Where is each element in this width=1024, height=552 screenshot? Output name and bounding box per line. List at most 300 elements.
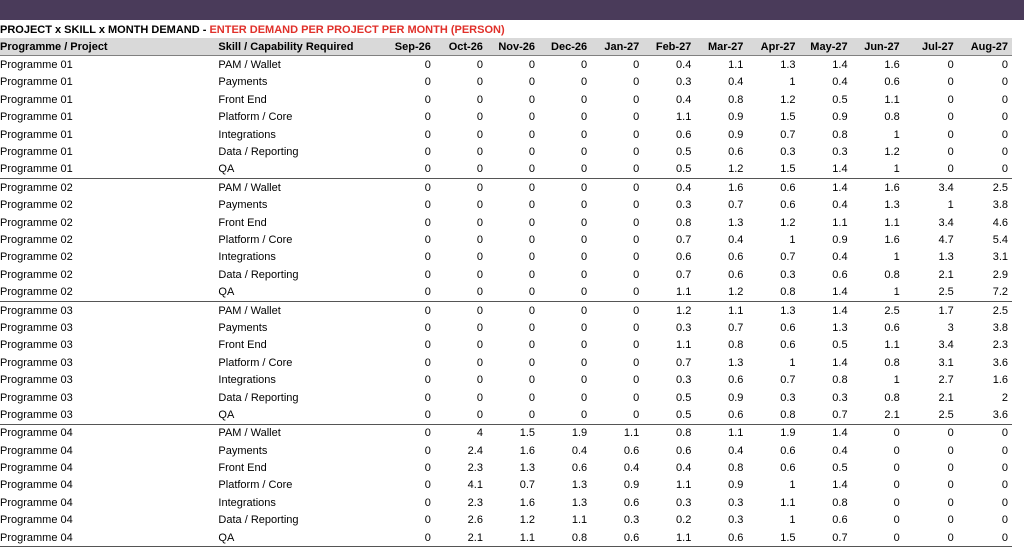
demand-cell[interactable]: 1.6 xyxy=(884,233,900,246)
demand-cell[interactable]: 0 xyxy=(476,199,483,212)
demand-cell[interactable]: 0 xyxy=(424,321,431,334)
demand-cell[interactable]: 0.9 xyxy=(832,233,848,246)
demand-cell[interactable]: 0 xyxy=(947,128,954,141)
demand-cell[interactable]: 0 xyxy=(424,268,431,281)
demand-cell[interactable]: 1.3 xyxy=(571,496,588,509)
demand-cell[interactable]: 0 xyxy=(375,283,435,301)
demand-cell[interactable]: 0.4 xyxy=(676,462,692,475)
demand-cell[interactable]: 1 xyxy=(893,128,900,141)
demand-cell[interactable]: 1.6 xyxy=(884,59,900,72)
demand-cell[interactable]: 2 xyxy=(1001,391,1008,404)
skill-cell[interactable]: Front End xyxy=(218,462,267,475)
demand-cell[interactable]: 0.4 xyxy=(728,233,744,246)
skill-cell[interactable]: Integrations xyxy=(218,251,276,264)
demand-cell[interactable]: 0 xyxy=(539,161,591,179)
demand-cell[interactable]: 0 xyxy=(893,427,900,440)
header-month[interactable]: Sep-26 xyxy=(375,38,435,56)
demand-cell[interactable]: 0.8 xyxy=(676,216,692,229)
demand-cell[interactable]: 0 xyxy=(424,146,431,159)
demand-cell[interactable]: 0 xyxy=(424,93,431,106)
demand-cell[interactable]: 0 xyxy=(528,233,536,246)
demand-cell[interactable]: 2.4 xyxy=(467,444,483,457)
demand-cell[interactable]: 0 xyxy=(476,374,483,387)
skill-cell[interactable]: Platform / Core xyxy=(218,479,293,492)
demand-cell[interactable]: 0.6 xyxy=(780,444,796,457)
demand-cell[interactable]: 1.1 xyxy=(643,529,695,547)
demand-cell[interactable]: 0.3 xyxy=(676,199,692,212)
demand-cell[interactable]: 0 xyxy=(591,161,643,179)
demand-cell[interactable]: 0.6 xyxy=(728,374,744,387)
demand-cell[interactable]: 0 xyxy=(476,216,483,229)
demand-cell[interactable]: 1.5 xyxy=(747,161,799,179)
demand-cell[interactable]: 0.5 xyxy=(832,339,848,352)
demand-cell[interactable]: 0 xyxy=(1001,146,1008,159)
demand-cell[interactable]: 0.4 xyxy=(676,181,692,194)
demand-cell[interactable]: 0.8 xyxy=(832,496,848,509)
demand-cell[interactable]: 0.3 xyxy=(623,514,640,527)
demand-cell[interactable]: 0.4 xyxy=(728,76,744,89)
skill-cell[interactable]: Front End xyxy=(218,339,267,352)
demand-cell[interactable]: 3.1 xyxy=(992,251,1008,264)
demand-cell[interactable]: 3.4 xyxy=(938,339,954,352)
demand-cell[interactable]: 0 xyxy=(633,321,640,334)
header-month[interactable]: Jun-27 xyxy=(852,38,904,56)
demand-cell[interactable]: 1.1 xyxy=(623,427,640,440)
skill-cell[interactable]: Integrations xyxy=(218,128,276,141)
demand-cell[interactable]: 0 xyxy=(1001,496,1008,509)
demand-cell[interactable]: 0 xyxy=(958,161,1012,179)
demand-cell[interactable]: 1.3 xyxy=(780,59,796,72)
demand-cell[interactable]: 0 xyxy=(633,251,640,264)
programme-cell[interactable]: Programme 02 xyxy=(0,199,73,212)
demand-cell[interactable]: 0 xyxy=(424,59,431,72)
programme-cell[interactable]: Programme 03 xyxy=(0,339,73,352)
demand-cell[interactable]: 0.6 xyxy=(884,76,900,89)
demand-cell[interactable]: 0 xyxy=(581,76,588,89)
demand-cell[interactable]: 0 xyxy=(476,233,483,246)
demand-cell[interactable]: 2.9 xyxy=(992,268,1008,281)
demand-cell[interactable]: 0.5 xyxy=(676,391,692,404)
demand-cell[interactable]: 0 xyxy=(375,161,435,179)
skill-cell[interactable]: Data / Reporting xyxy=(218,268,299,281)
demand-cell[interactable]: 0.5 xyxy=(832,93,848,106)
demand-cell[interactable]: 0 xyxy=(487,283,539,301)
demand-cell[interactable]: 0.9 xyxy=(728,128,744,141)
demand-cell[interactable]: 0 xyxy=(893,444,900,457)
demand-cell[interactable]: 0 xyxy=(476,391,483,404)
demand-cell[interactable]: 0 xyxy=(947,59,954,72)
demand-cell[interactable]: 2.7 xyxy=(938,374,954,387)
demand-cell[interactable]: 0 xyxy=(424,339,431,352)
demand-cell[interactable]: 0.4 xyxy=(832,251,848,264)
demand-cell[interactable]: 0 xyxy=(1001,128,1008,141)
demand-cell[interactable]: 1.3 xyxy=(728,216,744,229)
demand-cell[interactable]: 1.1 xyxy=(728,427,744,440)
demand-cell[interactable]: 0 xyxy=(633,146,640,159)
header-month[interactable]: Jul-27 xyxy=(904,38,958,56)
demand-cell[interactable]: 0.7 xyxy=(728,321,744,334)
programme-cell[interactable]: Programme 04 xyxy=(0,427,73,440)
demand-cell[interactable]: 0.4 xyxy=(623,462,640,475)
demand-cell[interactable]: 3.4 xyxy=(938,181,954,194)
demand-cell[interactable]: 0.7 xyxy=(800,529,852,547)
demand-cell[interactable]: 0 xyxy=(476,93,483,106)
demand-cell[interactable]: 1.7 xyxy=(938,304,954,317)
demand-cell[interactable]: 0 xyxy=(591,406,643,424)
demand-cell[interactable]: 0.6 xyxy=(884,321,900,334)
demand-cell[interactable]: 1.4 xyxy=(832,356,848,369)
demand-cell[interactable]: 0 xyxy=(424,181,431,194)
demand-cell[interactable]: 0 xyxy=(1001,76,1008,89)
demand-cell[interactable]: 0.6 xyxy=(676,251,692,264)
demand-cell[interactable]: 0.8 xyxy=(728,93,744,106)
programme-cell[interactable]: Programme 04 xyxy=(0,444,73,457)
demand-cell[interactable]: 0.2 xyxy=(676,514,692,527)
demand-cell[interactable]: 0 xyxy=(633,374,640,387)
demand-cell[interactable]: 0.3 xyxy=(780,268,796,281)
demand-cell[interactable]: 0 xyxy=(424,496,431,509)
demand-cell[interactable]: 2.1 xyxy=(852,406,904,424)
header-programme[interactable]: Programme / Project xyxy=(0,38,214,56)
skill-cell[interactable]: Payments xyxy=(218,444,268,457)
demand-cell[interactable]: 0 xyxy=(633,216,640,229)
demand-cell[interactable]: 0 xyxy=(581,199,588,212)
demand-cell[interactable]: 0.5 xyxy=(643,161,695,179)
demand-cell[interactable]: 0 xyxy=(528,181,536,194)
demand-cell[interactable]: 0 xyxy=(1001,59,1008,72)
demand-cell[interactable]: 4.6 xyxy=(992,216,1008,229)
demand-cell[interactable]: 0 xyxy=(581,391,588,404)
demand-cell[interactable]: 0.6 xyxy=(728,268,744,281)
demand-cell[interactable]: 0 xyxy=(424,216,431,229)
header-month[interactable]: May-27 xyxy=(800,38,852,56)
demand-cell[interactable]: 0 xyxy=(581,356,588,369)
demand-cell[interactable]: 0 xyxy=(424,374,431,387)
demand-cell[interactable]: 1.3 xyxy=(780,304,796,317)
demand-cell[interactable]: 0 xyxy=(947,462,954,475)
skill-cell[interactable]: Front End xyxy=(218,216,267,229)
programme-cell[interactable]: Programme 01 xyxy=(0,146,73,159)
demand-cell[interactable]: 0 xyxy=(528,128,536,141)
skill-cell[interactable]: QA xyxy=(214,529,374,547)
demand-cell[interactable]: 3.8 xyxy=(992,199,1008,212)
demand-cell[interactable]: 0.7 xyxy=(728,199,744,212)
demand-cell[interactable]: 0 xyxy=(528,59,536,72)
demand-cell[interactable]: 0 xyxy=(947,514,954,527)
demand-cell[interactable]: 4.1 xyxy=(467,479,483,492)
demand-cell[interactable]: 0.6 xyxy=(695,406,747,424)
skill-cell[interactable]: Data / Reporting xyxy=(218,146,299,159)
skill-cell[interactable]: QA xyxy=(214,161,374,179)
demand-cell[interactable]: 0.5 xyxy=(832,462,848,475)
demand-cell[interactable]: 0 xyxy=(476,356,483,369)
demand-cell[interactable]: 0.5 xyxy=(676,146,692,159)
demand-cell[interactable]: 2.3 xyxy=(467,462,483,475)
demand-cell[interactable]: 2.5 xyxy=(992,181,1008,194)
demand-cell[interactable]: 0 xyxy=(424,76,431,89)
demand-cell[interactable]: 0 xyxy=(528,339,536,352)
demand-cell[interactable]: 1.1 xyxy=(571,514,588,527)
demand-cell[interactable]: 0 xyxy=(947,76,954,89)
demand-cell[interactable]: 0 xyxy=(581,268,588,281)
demand-cell[interactable]: 1.6 xyxy=(519,444,536,457)
demand-cell[interactable]: 1 xyxy=(789,514,796,527)
demand-cell[interactable]: 0 xyxy=(476,321,483,334)
demand-cell[interactable]: 1.6 xyxy=(728,181,744,194)
demand-cell[interactable]: 1.1 xyxy=(728,59,744,72)
demand-cell[interactable]: 0 xyxy=(424,199,431,212)
demand-cell[interactable]: 0.7 xyxy=(676,233,692,246)
demand-cell[interactable]: 0 xyxy=(528,199,536,212)
demand-cell[interactable]: 1 xyxy=(789,479,796,492)
demand-cell[interactable]: 0 xyxy=(476,59,483,72)
programme-cell[interactable]: Programme 02 xyxy=(0,233,73,246)
demand-cell[interactable]: 0 xyxy=(581,128,588,141)
demand-cell[interactable]: 1.5 xyxy=(519,427,536,440)
demand-cell[interactable]: 0 xyxy=(893,514,900,527)
skill-cell[interactable]: PAM / Wallet xyxy=(218,181,281,194)
demand-cell[interactable]: 0 xyxy=(424,356,431,369)
demand-cell[interactable]: 0.8 xyxy=(832,374,848,387)
demand-cell[interactable]: 0 xyxy=(633,59,640,72)
programme-cell[interactable]: Programme 04 xyxy=(0,529,214,547)
demand-cell[interactable]: 1 xyxy=(852,283,904,301)
demand-cell[interactable]: 0.8 xyxy=(747,406,799,424)
demand-cell[interactable]: 0.3 xyxy=(728,514,744,527)
header-month[interactable]: Dec-26 xyxy=(539,38,591,56)
demand-cell[interactable]: 0.7 xyxy=(780,128,796,141)
demand-cell[interactable]: 0.8 xyxy=(884,356,900,369)
demand-cell[interactable]: 0 xyxy=(947,146,954,159)
demand-cell[interactable]: 0 xyxy=(476,181,483,194)
skill-cell[interactable]: Payments xyxy=(218,76,268,89)
programme-cell[interactable]: Programme 02 xyxy=(0,283,214,301)
demand-cell[interactable]: 3 xyxy=(947,321,954,334)
programme-cell[interactable]: Programme 01 xyxy=(0,161,214,179)
demand-cell[interactable]: 0.8 xyxy=(884,268,900,281)
demand-cell[interactable]: 0 xyxy=(528,93,536,106)
demand-cell[interactable]: 0 xyxy=(893,462,900,475)
demand-cell[interactable]: 2.1 xyxy=(435,529,487,547)
demand-cell[interactable]: 0 xyxy=(633,199,640,212)
demand-cell[interactable]: 0.4 xyxy=(676,59,692,72)
demand-cell[interactable]: 0.4 xyxy=(832,199,848,212)
demand-cell[interactable]: 0.7 xyxy=(800,406,852,424)
demand-cell[interactable]: 1.3 xyxy=(728,356,744,369)
demand-cell[interactable]: 0.8 xyxy=(728,462,744,475)
demand-cell[interactable]: 0.3 xyxy=(780,391,796,404)
demand-cell[interactable]: 0.6 xyxy=(728,251,744,264)
demand-cell[interactable]: 0.6 xyxy=(780,339,796,352)
demand-cell[interactable]: 1.4 xyxy=(832,59,848,72)
demand-cell[interactable]: 0 xyxy=(1001,93,1008,106)
demand-cell[interactable]: 0.9 xyxy=(728,111,744,124)
demand-cell[interactable]: 0 xyxy=(947,479,954,492)
skill-cell[interactable]: Platform / Core xyxy=(218,111,293,124)
demand-cell[interactable]: 0.6 xyxy=(832,514,848,527)
header-skill[interactable]: Skill / Capability Required xyxy=(214,38,374,56)
demand-cell[interactable]: 1.2 xyxy=(676,304,692,317)
demand-cell[interactable]: 1.1 xyxy=(884,216,900,229)
demand-cell[interactable]: 0.4 xyxy=(676,93,692,106)
demand-cell[interactable]: 0 xyxy=(581,93,588,106)
demand-cell[interactable]: 0 xyxy=(528,304,536,317)
demand-cell[interactable]: 1.2 xyxy=(884,146,900,159)
demand-cell[interactable]: 0.4 xyxy=(571,444,588,457)
demand-cell[interactable]: 0 xyxy=(581,304,588,317)
demand-cell[interactable]: 0 xyxy=(424,391,431,404)
demand-cell[interactable]: 0.7 xyxy=(780,374,796,387)
demand-cell[interactable]: 1 xyxy=(789,233,796,246)
demand-cell[interactable]: 0 xyxy=(424,514,431,527)
demand-cell[interactable]: 0 xyxy=(528,391,536,404)
demand-cell[interactable]: 0.3 xyxy=(676,321,692,334)
skill-cell[interactable]: Integrations xyxy=(218,374,276,387)
demand-cell[interactable]: 1.2 xyxy=(695,283,747,301)
demand-cell[interactable]: 1.1 xyxy=(780,496,796,509)
demand-cell[interactable]: 0.9 xyxy=(728,391,744,404)
demand-cell[interactable]: 1.2 xyxy=(780,216,796,229)
header-month[interactable]: Aug-27 xyxy=(958,38,1012,56)
demand-cell[interactable]: 0.6 xyxy=(676,128,692,141)
programme-cell[interactable]: Programme 03 xyxy=(0,321,73,334)
demand-cell[interactable]: 0 xyxy=(528,76,536,89)
demand-cell[interactable]: 1.1 xyxy=(728,304,744,317)
demand-cell[interactable]: 0 xyxy=(633,111,640,124)
demand-cell[interactable]: 0 xyxy=(424,444,431,457)
demand-cell[interactable]: 0 xyxy=(633,76,640,89)
demand-cell[interactable]: 0 xyxy=(581,181,588,194)
demand-cell[interactable]: 0.8 xyxy=(747,283,799,301)
demand-cell[interactable]: 1 xyxy=(789,356,796,369)
demand-cell[interactable]: 1 xyxy=(893,374,900,387)
demand-cell[interactable]: 0 xyxy=(958,529,1012,547)
demand-cell[interactable]: 0 xyxy=(852,529,904,547)
demand-cell[interactable]: 0.6 xyxy=(780,181,796,194)
skill-cell[interactable]: PAM / Wallet xyxy=(218,59,281,72)
demand-cell[interactable]: 2.3 xyxy=(992,339,1008,352)
demand-cell[interactable]: 0 xyxy=(528,268,536,281)
skill-cell[interactable]: PAM / Wallet xyxy=(218,427,281,440)
programme-cell[interactable]: Programme 01 xyxy=(0,111,73,124)
demand-cell[interactable]: 0.8 xyxy=(832,128,848,141)
demand-cell[interactable]: 1.9 xyxy=(780,427,796,440)
demand-cell[interactable]: 0 xyxy=(539,406,591,424)
demand-cell[interactable]: 2.5 xyxy=(904,283,958,301)
demand-cell[interactable]: 0 xyxy=(487,161,539,179)
demand-cell[interactable]: 0 xyxy=(581,251,588,264)
demand-cell[interactable]: 3.6 xyxy=(992,356,1008,369)
demand-cell[interactable]: 0.4 xyxy=(832,444,848,457)
demand-cell[interactable]: 0 xyxy=(424,462,431,475)
demand-cell[interactable]: 0 xyxy=(424,304,431,317)
demand-cell[interactable]: 3.8 xyxy=(992,321,1008,334)
demand-cell[interactable]: 0 xyxy=(633,128,640,141)
header-month[interactable]: Oct-26 xyxy=(435,38,487,56)
skill-cell[interactable]: Platform / Core xyxy=(218,356,293,369)
programme-cell[interactable]: Programme 03 xyxy=(0,356,73,369)
demand-cell[interactable]: 0 xyxy=(528,321,536,334)
skill-cell[interactable]: Payments xyxy=(218,199,268,212)
demand-cell[interactable]: 2.3 xyxy=(467,496,483,509)
demand-cell[interactable]: 0.6 xyxy=(623,444,640,457)
demand-cell[interactable]: 0.9 xyxy=(832,111,848,124)
demand-cell[interactable]: 0 xyxy=(435,161,487,179)
demand-cell[interactable]: 1.4 xyxy=(832,479,848,492)
demand-cell[interactable]: 1 xyxy=(852,161,904,179)
demand-cell[interactable]: 0.8 xyxy=(884,391,900,404)
demand-cell[interactable]: 0 xyxy=(424,427,431,440)
demand-cell[interactable]: 0 xyxy=(528,111,536,124)
demand-cell[interactable]: 0.3 xyxy=(780,146,796,159)
programme-cell[interactable]: Programme 04 xyxy=(0,514,73,527)
demand-cell[interactable]: 0 xyxy=(528,251,536,264)
demand-cell[interactable]: 0 xyxy=(904,161,958,179)
demand-cell[interactable]: 0 xyxy=(1001,427,1008,440)
demand-cell[interactable]: 5.4 xyxy=(992,233,1008,246)
demand-cell[interactable]: 0.8 xyxy=(539,529,591,547)
programme-cell[interactable]: Programme 03 xyxy=(0,406,214,424)
demand-cell[interactable]: 0 xyxy=(581,111,588,124)
demand-cell[interactable]: 1.4 xyxy=(800,283,852,301)
programme-cell[interactable]: Programme 01 xyxy=(0,76,73,89)
demand-cell[interactable]: 0.6 xyxy=(780,462,796,475)
demand-cell[interactable]: 0.6 xyxy=(695,529,747,547)
demand-cell[interactable]: 0 xyxy=(476,339,483,352)
programme-cell[interactable]: Programme 03 xyxy=(0,374,73,387)
demand-cell[interactable]: 1.3 xyxy=(571,479,588,492)
demand-cell[interactable]: 0 xyxy=(947,427,954,440)
demand-cell[interactable]: 1.2 xyxy=(695,161,747,179)
demand-cell[interactable]: 0 xyxy=(1001,479,1008,492)
demand-cell[interactable]: 1.2 xyxy=(519,514,536,527)
demand-cell[interactable]: 0 xyxy=(528,146,536,159)
demand-cell[interactable]: 0 xyxy=(633,181,640,194)
demand-cell[interactable]: 0.4 xyxy=(728,444,744,457)
demand-cell[interactable]: 0.6 xyxy=(832,268,848,281)
demand-cell[interactable]: 1 xyxy=(789,76,796,89)
demand-cell[interactable]: 0.9 xyxy=(623,479,640,492)
demand-cell[interactable]: 0.7 xyxy=(676,268,692,281)
demand-cell[interactable]: 0 xyxy=(581,321,588,334)
demand-cell[interactable]: 0.7 xyxy=(676,356,692,369)
demand-cell[interactable]: 0 xyxy=(476,111,483,124)
demand-cell[interactable]: 0.6 xyxy=(571,462,588,475)
demand-cell[interactable]: 2.5 xyxy=(904,406,958,424)
demand-cell[interactable]: 0.6 xyxy=(728,146,744,159)
programme-cell[interactable]: Programme 04 xyxy=(0,479,73,492)
demand-cell[interactable]: 0 xyxy=(633,356,640,369)
demand-cell[interactable]: 1.6 xyxy=(884,181,900,194)
skill-cell[interactable]: Integrations xyxy=(218,496,276,509)
demand-cell[interactable]: 0 xyxy=(581,216,588,229)
demand-cell[interactable]: 0 xyxy=(424,128,431,141)
demand-cell[interactable]: 0.6 xyxy=(676,444,692,457)
demand-cell[interactable]: 2.6 xyxy=(467,514,483,527)
skill-cell[interactable]: PAM / Wallet xyxy=(218,304,281,317)
demand-cell[interactable]: 0 xyxy=(581,146,588,159)
demand-cell[interactable]: 1.1 xyxy=(487,529,539,547)
demand-cell[interactable]: 0 xyxy=(424,233,431,246)
demand-cell[interactable]: 3.4 xyxy=(938,216,954,229)
demand-cell[interactable]: 0 xyxy=(581,374,588,387)
programme-cell[interactable]: Programme 03 xyxy=(0,391,73,404)
demand-cell[interactable]: 0.8 xyxy=(728,339,744,352)
demand-cell[interactable]: 0 xyxy=(375,406,435,424)
demand-cell[interactable]: 0.3 xyxy=(676,496,692,509)
demand-cell[interactable]: 0 xyxy=(375,529,435,547)
demand-cell[interactable]: 0.8 xyxy=(676,427,692,440)
